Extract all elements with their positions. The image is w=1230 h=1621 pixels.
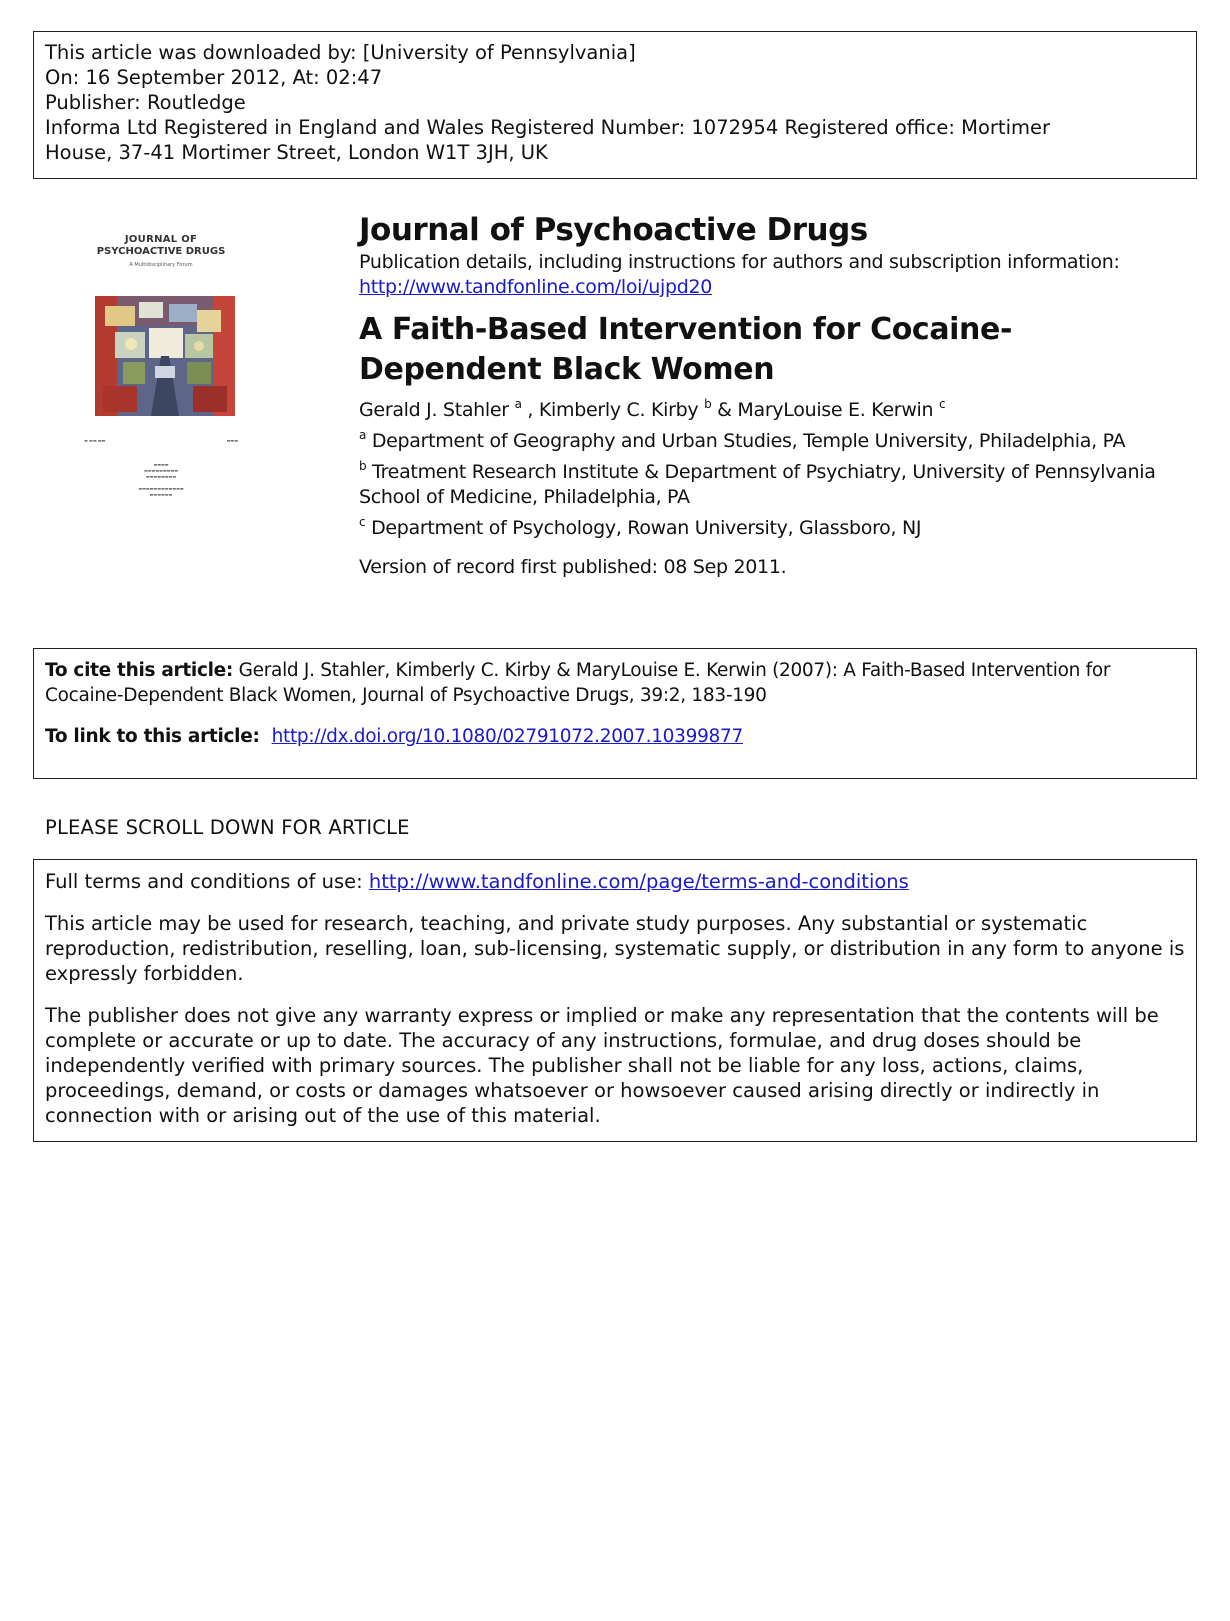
- author-affiliation-marker: b: [704, 397, 712, 411]
- download-notice-line: This article was downloaded by: [University of Pennsylvania]: [45, 41, 636, 64]
- affiliation-item: [359, 460, 1189, 510]
- cover-title-line2: PSYCHOACTIVE DRUGS: [96, 246, 226, 257]
- author-affiliation-marker: a: [514, 397, 522, 411]
- terms-link[interactable]: http://www.tandfonline.com/page/terms-and-conditions: [368, 870, 909, 893]
- version-of-record: Version of record first published: 08 Sep 2011.: [359, 556, 787, 578]
- author-separator: &: [711, 399, 738, 421]
- affiliation-marker: b: [359, 459, 367, 473]
- author-separator: ,: [521, 399, 539, 421]
- scroll-notice: PLEASE SCROLL DOWN FOR ARTICLE: [45, 816, 410, 839]
- cover-painting-icon: [95, 296, 235, 416]
- author-list: [359, 398, 1189, 423]
- cover-subtitle: A Multidisciplinary Forum: [129, 262, 193, 268]
- cite-label: To cite this article:: [45, 660, 234, 681]
- article-link-row: [45, 724, 1185, 749]
- terms-link-row: [45, 869, 1185, 894]
- publication-details: Publication details, including instructions for authors and subscription information:: [359, 251, 1120, 273]
- affiliation-item: [359, 516, 1189, 541]
- citation-box: [33, 648, 1197, 779]
- doi-link[interactable]: http://dx.doi.org/10.1080/02791072.2007.10399877: [271, 726, 743, 747]
- author-name: Kimberly C. Kirby: [538, 399, 699, 421]
- terms-box: [33, 859, 1197, 1142]
- citation-text-block: [45, 658, 1185, 708]
- terms-paragraph: The publisher does not give any warranty express or implied or make any representation that the contents will be complete or accurate or up to date. The accuracy of any instructions, formulae, and drug doses should be independently verified with primary sources. The publisher shall not be liable for any loss, actions, claims, proceedings, demand, or costs or damages whatsoever or howsoever caused arising directly or indirectly in connection with or arising out of the use of this material.: [45, 1004, 1159, 1127]
- author-affiliation-marker: c: [939, 397, 946, 411]
- cover-title-line1: JOURNAL OF: [124, 234, 198, 245]
- affiliation-text: Treatment Research Institute & Department of Psychiatry, University of Pennsylvania School of Medicine, Philadelphia, PA: [359, 461, 1156, 508]
- link-label: To link to this article:: [45, 726, 260, 747]
- affiliation-item: [359, 429, 1189, 454]
- terms-paragraph: This article may be used for research, teaching, and private study purposes. Any substantial or systematic reproduction, redistribution, reselling, loan, sub-licensing, systematic supply, or distribution in any form to anyone is expressly forbidden.: [45, 912, 1185, 985]
- affiliation-marker: c: [359, 515, 366, 529]
- download-notice-line: On: 16 September 2012, At: 02:47: [45, 66, 383, 89]
- download-notice-line: Informa Ltd Registered in England and Wales Registered Number: 1072954 Registered office: Mortimer: [45, 116, 1050, 139]
- journal-title: Journal of Psychoactive Drugs: [359, 212, 868, 248]
- journal-cover-image: [78, 222, 244, 502]
- article-title: A Faith-Based Intervention for Cocaine-Dependent Black Women: [359, 312, 1012, 387]
- affiliation-marker: a: [359, 428, 367, 442]
- affiliation-text: Department of Geography and Urban Studies, Temple University, Philadelphia, PA: [371, 430, 1126, 452]
- terms-label: Full terms and conditions of use:: [45, 870, 363, 893]
- download-notice-line: House, 37-41 Mortimer Street, London W1T 3JH, UK: [45, 141, 548, 164]
- download-notice-line: Publisher: Routledge: [45, 91, 246, 114]
- journal-url-link[interactable]: http://www.tandfonline.com/loi/ujpd20: [359, 276, 713, 298]
- cite-text: Gerald J. Stahler, Kimberly C. Kirby & MaryLouise E. Kerwin (2007): A Faith-Based Intervention for Cocaine-Dependent Black Women, Journal of Psychoactive Drugs, 39:2, 183-190: [45, 660, 1111, 706]
- affiliation-text: Department of Psychology, Rowan University, Glassboro, NJ: [371, 517, 922, 539]
- download-notice-box: [33, 31, 1197, 179]
- author-name: Gerald J. Stahler: [359, 399, 509, 421]
- cover-editors: ▬▬▬▬ ▬▬▬▬▬▬▬▬▬ ▬▬▬▬▬▬▬▬ ▬▬▬▬▬▬▬▬▬▬▬▬ ▬▬▬▬▬▬: [138, 462, 184, 497]
- cover-volume-line: ▬ ▬▬ ▬▬ ▬▬▬: [84, 438, 238, 443]
- cover-artwork: [95, 296, 235, 416]
- article-metadata: [359, 210, 1189, 580]
- author-name: MaryLouise E. Kerwin: [737, 399, 934, 421]
